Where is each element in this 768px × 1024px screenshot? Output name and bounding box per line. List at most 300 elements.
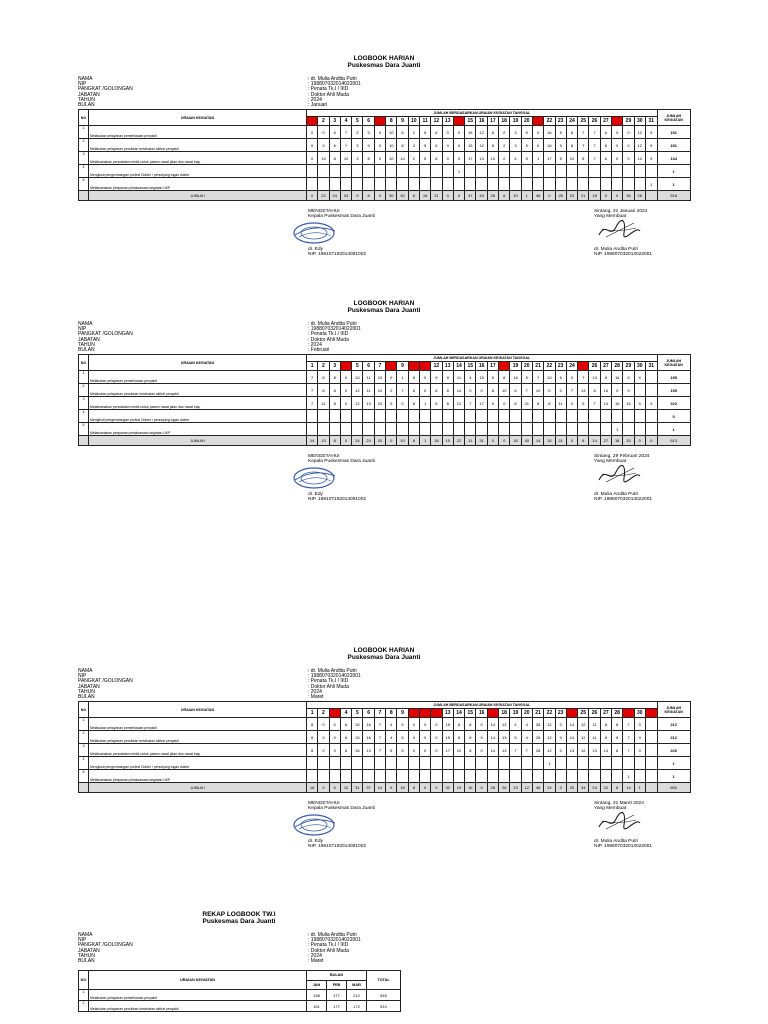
day-value: 0	[307, 139, 318, 152]
day-header: 9	[397, 709, 408, 718]
day-value: 13	[499, 718, 510, 731]
sum-value: 14	[374, 783, 385, 793]
day-value: 2	[499, 126, 510, 139]
day-value	[442, 165, 453, 178]
sum-value: 15	[544, 436, 555, 446]
day-value	[510, 757, 521, 770]
sum-value: 9	[352, 191, 363, 201]
sum-value: 1	[419, 436, 430, 446]
day-value: 10	[532, 384, 543, 397]
day-value: 8	[442, 371, 453, 384]
sig-right-line1: Sintang, 31 Januari 2024	[594, 209, 648, 215]
day-value: 14	[487, 718, 498, 731]
day-value	[544, 423, 555, 436]
day-header: 30	[634, 117, 645, 126]
row-total: 151	[657, 126, 690, 139]
sum-value: 8	[578, 436, 589, 446]
logbook-table	[78, 354, 691, 446]
month-header: FEB	[327, 980, 347, 990]
day-value: 7	[566, 384, 577, 397]
day-value: 0	[623, 139, 634, 152]
day-value: 9	[645, 152, 657, 165]
day-value: 4	[510, 718, 521, 731]
day-value	[645, 410, 657, 423]
day-value: 8	[612, 744, 623, 757]
sig-left	[308, 801, 375, 811]
day-value	[453, 770, 464, 783]
day-value: 28	[532, 718, 543, 731]
table-row	[79, 397, 691, 410]
sum-value: 6	[499, 191, 510, 201]
day-value	[566, 165, 577, 178]
day-value: 11	[589, 731, 600, 744]
month-value: 177	[327, 1001, 347, 1012]
day-value	[318, 757, 329, 770]
day-value	[329, 178, 340, 191]
day-value: 0	[386, 397, 397, 410]
sum-value: 40	[521, 436, 532, 446]
day-header: 11	[419, 362, 430, 371]
day-value: 0	[340, 397, 351, 410]
rekap-table	[78, 970, 401, 1012]
day-value	[634, 757, 645, 770]
day-value	[465, 410, 476, 423]
logbook-title: LOGBOOK HARIAN	[353, 647, 415, 654]
sum-value: 16	[510, 436, 521, 446]
day-value: 8	[465, 744, 476, 757]
sum-value: 12	[521, 783, 532, 793]
day-value: 10	[340, 152, 351, 165]
day-value: 11	[589, 718, 600, 731]
day-value: 0	[555, 384, 566, 397]
day-value: 10	[386, 126, 397, 139]
activity-name: Melakukan pelayanan penulisan kesehatan akibat penyakit	[89, 384, 307, 397]
day-value	[487, 410, 498, 423]
identity-block	[78, 933, 690, 964]
day-value: 12	[634, 152, 645, 165]
month-value: 212	[347, 990, 367, 1001]
field-label: PANGKAT /GOLONGAN	[78, 942, 133, 949]
day-value: 0	[307, 152, 318, 165]
sum-value: 22	[318, 191, 329, 201]
sum-value: 31	[352, 783, 363, 793]
row-total: 195	[657, 371, 690, 384]
day-value	[487, 165, 498, 178]
day-value	[397, 410, 408, 423]
day-value: 8	[431, 397, 442, 410]
col-uraian-header: URAIAN KEGIATAN	[89, 702, 307, 718]
day-value: 16	[600, 384, 611, 397]
col-uraian-header: URAIAN KEGIATAN	[89, 110, 307, 126]
day-header: 20	[521, 117, 532, 126]
day-value	[555, 770, 566, 783]
day-value	[363, 423, 374, 436]
day-value: 15	[352, 731, 363, 744]
sum-value: 24	[329, 191, 340, 201]
table-row	[79, 371, 691, 384]
table-row	[79, 410, 691, 423]
logbook-subtitle: Puskesmas Dara Juanti	[347, 307, 421, 314]
table-row	[79, 126, 691, 139]
day-value	[442, 423, 453, 436]
signature-block	[78, 801, 690, 853]
day-value: 14	[566, 731, 577, 744]
day-value: 10	[386, 139, 397, 152]
day-value: 5	[419, 126, 430, 139]
day-value: 12	[578, 731, 589, 744]
row-no: 4	[79, 165, 89, 178]
day-value: 8	[499, 371, 510, 384]
day-value: 8	[329, 397, 340, 410]
day-value: 0	[408, 731, 419, 744]
sum-value: 48	[532, 783, 543, 793]
day-value: 0	[623, 126, 634, 139]
day-value	[453, 178, 464, 191]
day-value: 11	[363, 384, 374, 397]
day-value	[363, 165, 374, 178]
day-value	[408, 757, 419, 770]
day-value	[352, 410, 363, 423]
day-value: 12	[352, 384, 363, 397]
field-label: TAHUN	[78, 952, 95, 959]
day-value	[318, 165, 329, 178]
field-value: : Penata Tk.I / IIID	[308, 942, 349, 949]
sum-value: 18	[397, 783, 408, 793]
day-header: 3	[329, 362, 340, 371]
day-value	[307, 165, 318, 178]
day-value	[442, 178, 453, 191]
day-value	[352, 165, 363, 178]
day-value	[318, 410, 329, 423]
sum-value: 11	[465, 436, 476, 446]
activity-name: Melakukan pelayanan penulisan kesehatan akibat penyakit	[89, 139, 307, 152]
day-value: 12	[578, 744, 589, 757]
day-value	[623, 178, 634, 191]
day-value: 0	[532, 139, 543, 152]
official-stamp-icon	[291, 813, 337, 837]
col-total-header: JUMLAH KEGIATAN	[657, 110, 690, 126]
day-value	[419, 770, 430, 783]
logbook-title: LOGBOOK HARIAN	[353, 55, 415, 62]
activity-name: Mengikuti pengembangan profesi Dokter / penunjang tugas dokter	[89, 757, 307, 770]
signer-nip: NIP. 198807032014022001	[594, 497, 653, 503]
field-value: : 198807032014022001	[308, 326, 361, 333]
day-value	[340, 165, 351, 178]
table-row	[79, 731, 691, 744]
day-value: 14	[600, 744, 611, 757]
day-value	[544, 410, 555, 423]
day-value: X	[634, 397, 645, 410]
day-value: 14	[566, 718, 577, 731]
activity-name: Mengikuti pengembangan profesi Dokter / penunjang tugas dokter	[89, 410, 307, 423]
sum-value: 26	[499, 783, 510, 793]
field-label: JABATAN	[78, 91, 100, 98]
field-label: NIP	[78, 937, 87, 944]
day-value: 7	[578, 139, 589, 152]
day-value: 12	[476, 126, 487, 139]
sum-value: 18	[431, 436, 442, 446]
day-header: 21	[532, 709, 543, 718]
day-value: 10	[499, 384, 510, 397]
day-value: 16	[363, 731, 374, 744]
day-value	[386, 178, 397, 191]
sum-value: 0	[307, 191, 318, 201]
day-value: 0	[318, 126, 329, 139]
day-value: 8	[600, 731, 611, 744]
day-header: 21	[532, 117, 543, 126]
sig-right-line2: Yang Membuat	[594, 806, 627, 812]
row-no: 2	[79, 384, 89, 397]
day-value: 4	[521, 731, 532, 744]
day-header: 5	[352, 117, 363, 126]
row-no: 4	[79, 757, 89, 770]
sum-value: 0	[329, 783, 340, 793]
day-value	[419, 423, 430, 436]
row-total: 1	[657, 770, 690, 783]
day-value: 10	[453, 744, 464, 757]
row-total: 1	[657, 423, 690, 436]
day-value	[589, 770, 600, 783]
activity-name: Melaksanakan pelayanan pelaksanaan kegiatan UKP	[89, 178, 307, 191]
day-value: 0	[318, 718, 329, 731]
day-value	[307, 757, 318, 770]
day-value: X	[623, 384, 634, 397]
day-header: 29	[623, 117, 634, 126]
day-value: 8	[566, 139, 577, 152]
day-value: 0	[419, 718, 430, 731]
day-header: 24	[566, 709, 577, 718]
day-value: 17	[442, 744, 453, 757]
day-value	[465, 770, 476, 783]
day-value: 0	[634, 744, 645, 757]
day-value: 6	[600, 126, 611, 139]
day-value: 0	[453, 152, 464, 165]
sum-value: 10	[397, 436, 408, 446]
field-label: NIP	[78, 326, 87, 333]
day-value: 12	[544, 731, 555, 744]
day-value	[419, 165, 430, 178]
sum-value	[645, 783, 657, 793]
day-value: 6	[431, 126, 442, 139]
sig-left-line2: Kepala Puskesmas Dara Juanti	[308, 214, 375, 220]
field-value: : Doktor Ahli Muda	[308, 947, 349, 954]
day-header: 29	[623, 709, 634, 718]
day-value: 10	[352, 371, 363, 384]
day-value: 7	[589, 397, 600, 410]
day-value	[397, 165, 408, 178]
day-value	[612, 410, 623, 423]
sum-value: 47	[465, 191, 476, 201]
day-value: 7	[374, 744, 385, 757]
day-value: 0	[442, 126, 453, 139]
day-value: 0	[612, 126, 623, 139]
sum-value: 31	[476, 436, 487, 446]
day-value	[318, 178, 329, 191]
day-value: 9	[645, 139, 657, 152]
day-value: 2	[499, 152, 510, 165]
row-no: 2	[79, 731, 89, 744]
day-value: 8	[318, 384, 329, 397]
day-value: 7	[374, 731, 385, 744]
day-value	[329, 770, 340, 783]
day-value: 3	[352, 139, 363, 152]
day-value: 0	[476, 718, 487, 731]
sum-value: 43	[476, 191, 487, 201]
day-value	[499, 770, 510, 783]
day-header: 11	[419, 709, 430, 718]
day-value: 2	[408, 126, 419, 139]
day-value: 0	[419, 744, 430, 757]
day-value: 0	[634, 718, 645, 731]
day-header: 15	[465, 362, 476, 371]
signature-icon	[596, 219, 642, 241]
day-value: 13	[499, 731, 510, 744]
day-value: 6	[555, 371, 566, 384]
row-total: 1	[657, 165, 690, 178]
day-header: 8	[386, 709, 397, 718]
day-value: 2	[408, 152, 419, 165]
field-value: : 198807032014022001	[308, 937, 361, 944]
day-value: 0	[442, 139, 453, 152]
day-value: 5	[521, 371, 532, 384]
day-header: 25	[578, 117, 589, 126]
day-value: 8	[442, 397, 453, 410]
day-header: 16	[476, 117, 487, 126]
day-header: 12	[431, 709, 442, 718]
day-value: 7	[307, 384, 318, 397]
field-value: : 2024	[308, 952, 322, 959]
table-row	[79, 139, 691, 152]
sig-right-line1: Sintang, 31 Maret 2024	[594, 801, 644, 807]
sum-value: 30	[397, 191, 408, 201]
day-value: 8	[397, 139, 408, 152]
activity-name: Melakukan pelayanan pemeriksaan penyakit	[89, 371, 307, 384]
signer-name: dr. Mulia Andita Putri	[594, 247, 638, 253]
day-value	[465, 178, 476, 191]
day-value: 8	[453, 718, 464, 731]
day-value	[329, 410, 340, 423]
field-label: NAMA	[78, 668, 93, 674]
signer-name: dr. Edy	[308, 492, 323, 498]
day-value: 8	[307, 718, 318, 731]
sum-value: 14	[307, 436, 318, 446]
day-value	[487, 757, 498, 770]
sum-value: 13	[510, 783, 521, 793]
identity-block	[78, 77, 690, 108]
logbook-subtitle: Puskesmas Dara Juanti	[347, 62, 421, 69]
day-header: 3	[329, 117, 340, 126]
day-value	[555, 165, 566, 178]
day-value	[329, 423, 340, 436]
day-value: 0	[374, 139, 385, 152]
signature-block	[78, 209, 690, 261]
day-value	[307, 410, 318, 423]
official-stamp-icon	[291, 466, 337, 490]
day-value: 0	[487, 397, 498, 410]
day-value	[374, 757, 385, 770]
day-header: 1	[307, 362, 318, 371]
day-value	[645, 757, 657, 770]
day-value: 13	[578, 384, 589, 397]
day-value: 10	[374, 384, 385, 397]
sum-value: 14	[589, 436, 600, 446]
day-value	[521, 757, 532, 770]
logbook-table	[78, 701, 691, 793]
col-no-header: NO	[79, 702, 89, 718]
day-value	[397, 178, 408, 191]
day-header: 17	[487, 362, 498, 371]
day-value	[352, 757, 363, 770]
day-value: 5	[363, 139, 374, 152]
day-value	[340, 757, 351, 770]
day-header: 4	[340, 117, 351, 126]
day-value: 17	[476, 397, 487, 410]
day-value	[386, 423, 397, 436]
month-header: JAN	[307, 980, 327, 990]
day-value: 5	[521, 152, 532, 165]
day-value	[374, 770, 385, 783]
day-value: 10	[544, 371, 555, 384]
sig-right-line1: Sintang, 29 Februari 2024	[594, 454, 650, 460]
sum-value: 0	[374, 191, 385, 201]
day-value: 15	[352, 718, 363, 731]
col-total-header: TOTAL	[367, 971, 401, 990]
sum-value: 25	[566, 783, 577, 793]
identity-block	[78, 669, 690, 700]
day-value: 11	[453, 371, 464, 384]
day-value	[600, 423, 611, 436]
day-value: 8	[544, 397, 555, 410]
day-value	[589, 757, 600, 770]
day-value	[499, 423, 510, 436]
signer-nip: NIP. 198807032014022001	[594, 252, 653, 258]
row-no: 3	[79, 152, 89, 165]
day-value	[612, 165, 623, 178]
day-header: 14	[453, 117, 464, 126]
day-value: 3	[510, 126, 521, 139]
day-value: 13	[589, 371, 600, 384]
day-value	[555, 757, 566, 770]
sum-value: 10	[510, 191, 521, 201]
signer-name: dr. Edy	[308, 247, 323, 253]
sum-value: 20	[374, 436, 385, 446]
activity-name: Melaksanakan pelayanan pelaksanaan kegiatan UKP	[89, 423, 307, 436]
col-uraian-header: URAIAN KEGIATAN	[89, 355, 307, 371]
day-value	[521, 770, 532, 783]
day-value	[419, 757, 430, 770]
sum-value: 24	[352, 436, 363, 446]
sum-value: 28	[634, 191, 645, 201]
day-value	[318, 423, 329, 436]
field-value: : dr. Mulia Andita Putri	[308, 76, 357, 82]
row-total: 134	[657, 152, 690, 165]
sum-value: 30	[386, 191, 397, 201]
day-value	[408, 165, 419, 178]
sum-total: 518	[657, 191, 690, 201]
sum-row	[79, 436, 691, 446]
logbook-sheet	[78, 300, 690, 506]
day-value: 8	[363, 152, 374, 165]
sum-value: 8	[408, 436, 419, 446]
day-value	[499, 410, 510, 423]
sum-value: 0	[600, 191, 611, 201]
day-value	[555, 410, 566, 423]
field-label: JABATAN	[78, 947, 100, 954]
sum-value: 18	[612, 436, 623, 446]
sum-value: 22	[453, 436, 464, 446]
sum-no	[79, 191, 89, 201]
day-value	[408, 770, 419, 783]
